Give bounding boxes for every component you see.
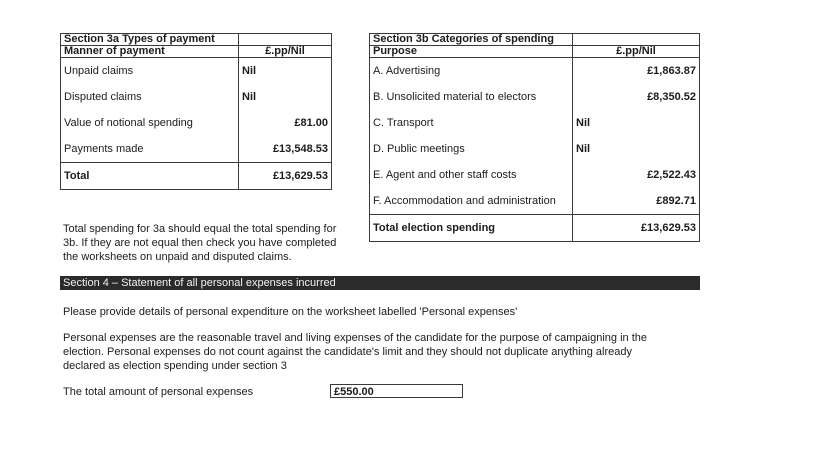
section-3a-col-amount-header: £.pp/Nil	[239, 46, 332, 58]
table-row	[370, 110, 700, 136]
total-row	[61, 163, 332, 190]
row-value[interactable]: £8,350.52	[573, 84, 700, 110]
section-3a-title-blank	[239, 34, 332, 46]
row-value[interactable]: Nil	[573, 110, 700, 136]
total-row	[370, 215, 700, 242]
table-row	[370, 84, 700, 110]
row-label: Value of notional spending	[61, 110, 239, 136]
row-value[interactable]: Nil	[239, 58, 332, 85]
row-value[interactable]: £2,522.43	[573, 162, 700, 188]
section-3b-table	[369, 33, 700, 242]
reconciliation-note: Total spending for 3a should equal the total spending for 3b. If they are not equal then check you have completed the worksheets on unpaid and disputed claims.	[63, 223, 337, 263]
section-3a-total-label: Total	[61, 163, 239, 190]
table-row	[370, 136, 700, 162]
section-4-explanation: Personal expenses are the reasonable travel and living expenses of the candidate for the purpose of campaigning in the election. Personal expenses do not count against the candidate's limit and they should not duplicate anything already declared as election spending under section 3	[63, 332, 647, 372]
section-4-instruction: Please provide details of personal expenditure on the worksheet labelled 'Personal expenses'	[63, 306, 518, 318]
row-value[interactable]: Nil	[573, 136, 700, 162]
table-row	[61, 110, 332, 136]
row-label: Disputed claims	[61, 84, 239, 110]
section-3a-total-value[interactable]: £13,629.53	[239, 163, 332, 190]
row-label: C. Transport	[370, 110, 573, 136]
section-3b-total-label: Total election spending	[370, 215, 573, 242]
table-row	[61, 84, 332, 110]
section-3b-col-amount-header: £.pp/Nil	[573, 46, 700, 58]
row-value[interactable]: £1,863.87	[573, 58, 700, 85]
section-3b-total-value[interactable]: £13,629.53	[573, 215, 700, 242]
table-row	[370, 188, 700, 215]
row-value[interactable]: Nil	[239, 84, 332, 110]
row-label: B. Unsolicited material to electors	[370, 84, 573, 110]
row-value[interactable]: £13,548.53	[239, 136, 332, 163]
section-3b-col-purpose-header: Purpose	[370, 46, 573, 58]
row-label: E. Agent and other staff costs	[370, 162, 573, 188]
section-3b-title-blank	[573, 34, 700, 46]
table-row	[61, 136, 332, 163]
section-3a-title: Section 3a Types of payment	[61, 34, 239, 46]
row-label: D. Public meetings	[370, 136, 573, 162]
row-label: F. Accommodation and administration	[370, 188, 573, 215]
personal-expenses-total-field[interactable]: £550.00	[330, 384, 463, 398]
row-label: Payments made	[61, 136, 239, 163]
row-value[interactable]: £892.71	[573, 188, 700, 215]
table-row	[61, 58, 332, 85]
section-3a-table	[60, 33, 332, 190]
table-row	[370, 58, 700, 85]
personal-expenses-label: The total amount of personal expenses	[63, 386, 254, 398]
row-label: A. Advertising	[370, 58, 573, 85]
section-3a-col-manner-header: Manner of payment	[61, 46, 239, 58]
section-3b-title: Section 3b Categories of spending	[370, 34, 573, 46]
row-value[interactable]: £81.00	[239, 110, 332, 136]
table-row	[370, 162, 700, 188]
section-4-heading: Section 4 – Statement of all personal expenses incurred	[60, 276, 700, 290]
row-label: Unpaid claims	[61, 58, 239, 85]
